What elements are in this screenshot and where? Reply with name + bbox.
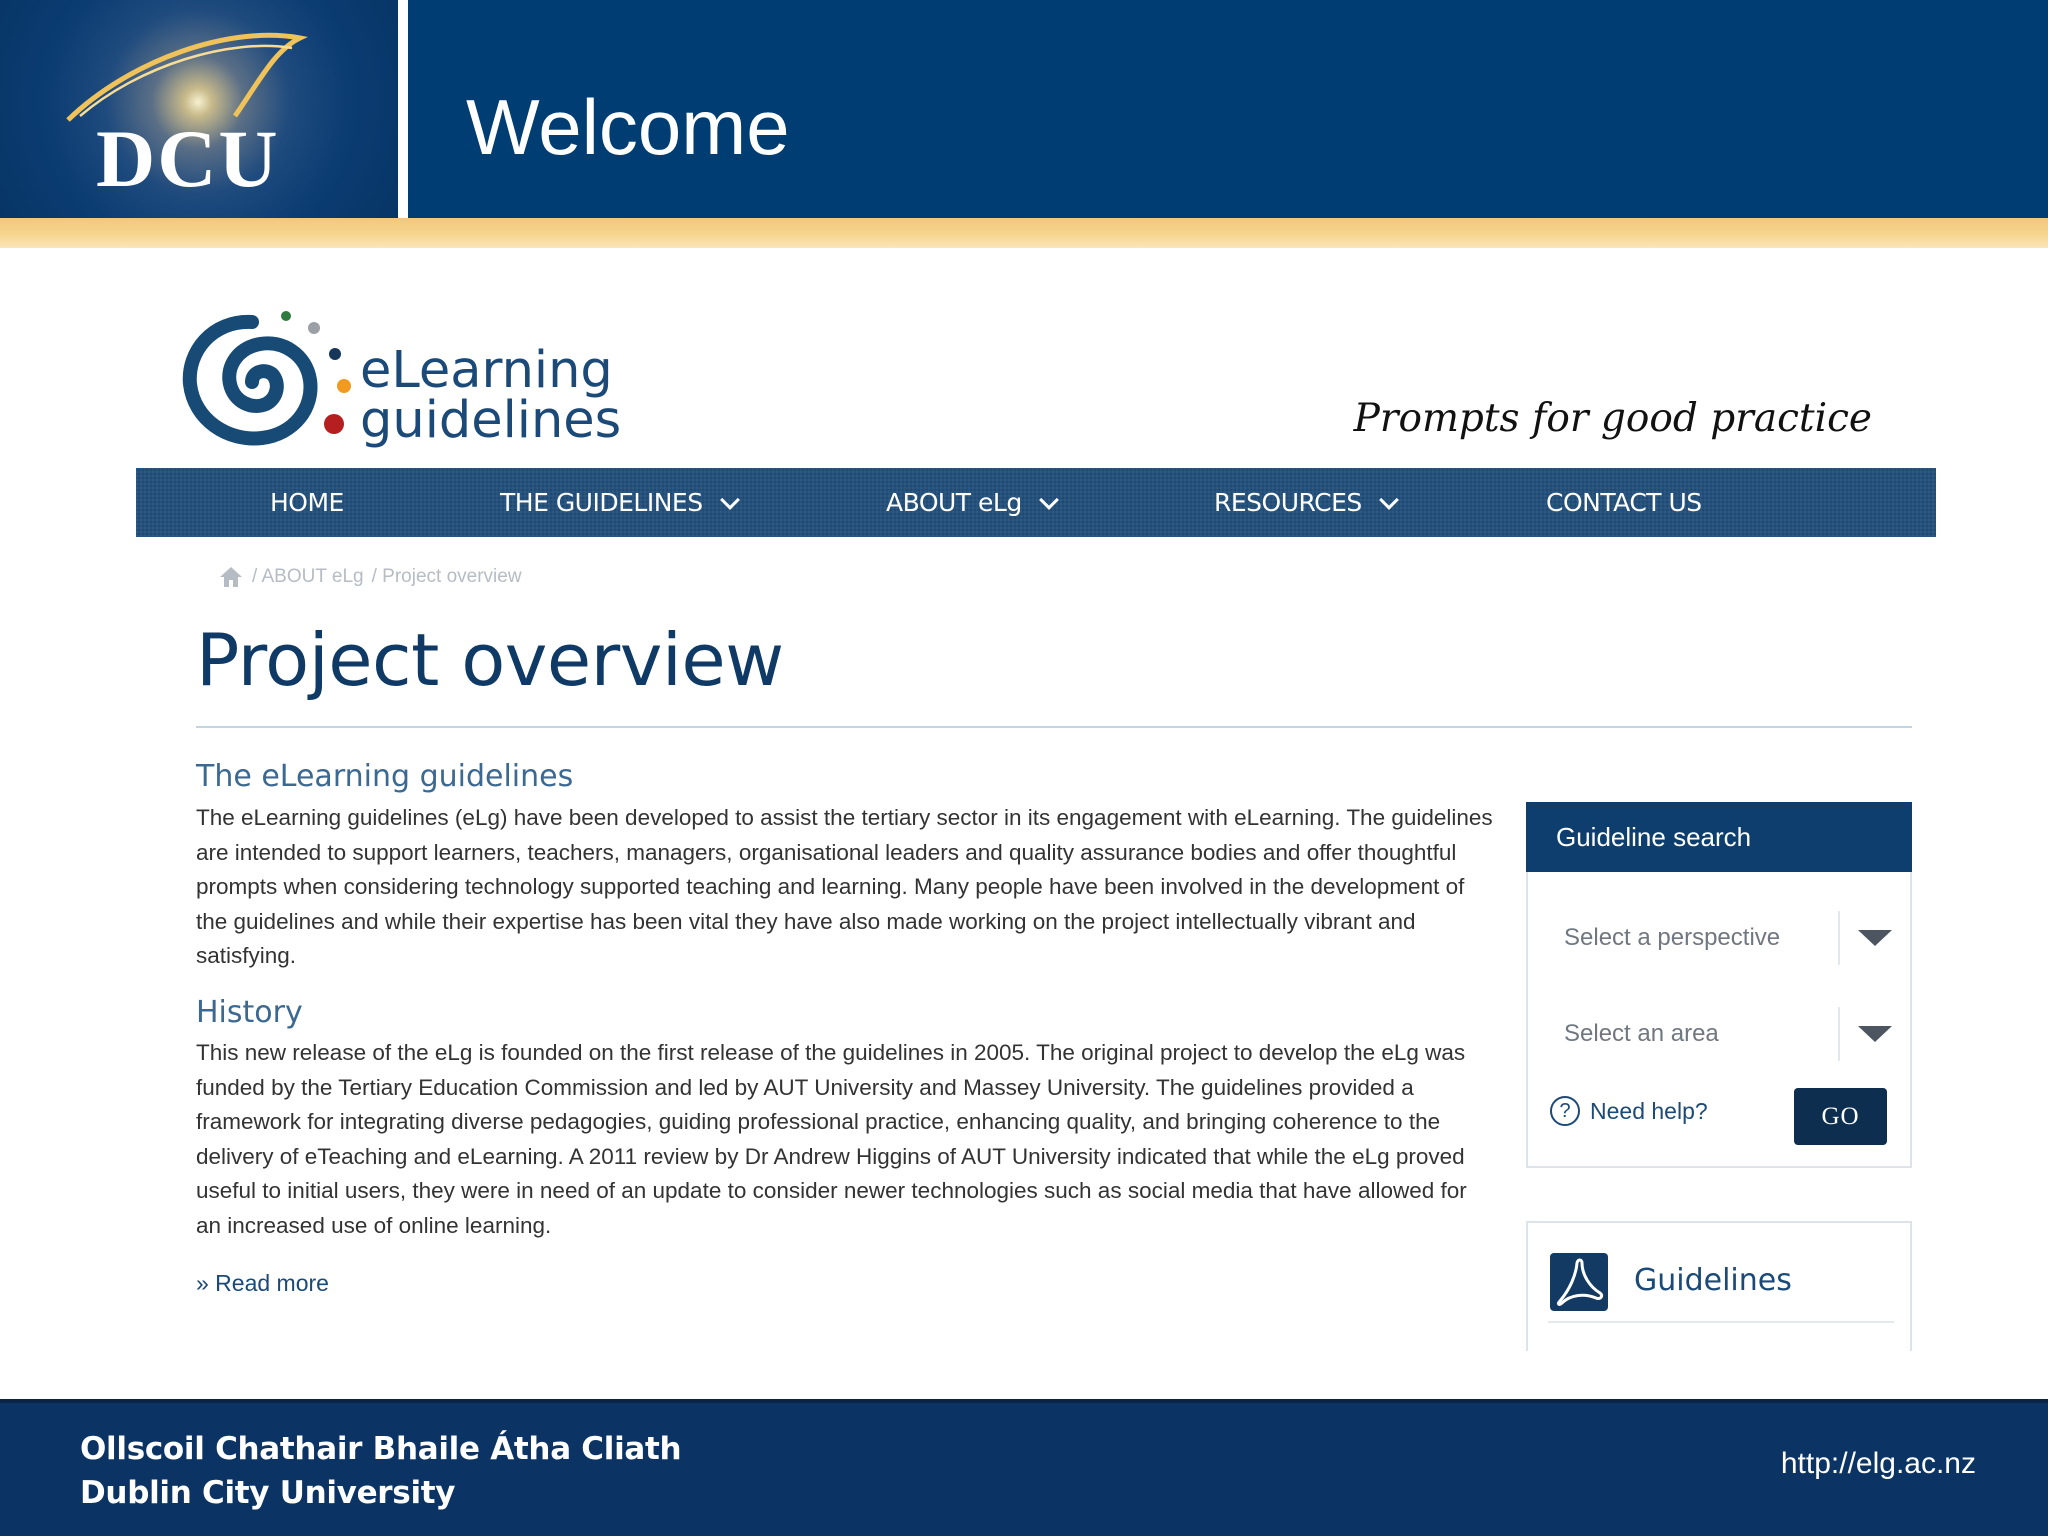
section-heading-elearning-guidelines: The eLearning guidelines	[196, 759, 574, 794]
need-help-link[interactable]	[1550, 1096, 1708, 1126]
breadcrumb	[218, 565, 522, 589]
dcu-logo-text: DCU	[96, 113, 280, 204]
chevron-down-icon	[1039, 490, 1059, 510]
nav-resources-label: RESOURCES	[1214, 488, 1362, 517]
footer-url[interactable]: http://elg.ac.nz	[1780, 1447, 1976, 1480]
go-button[interactable]: GO	[1794, 1088, 1887, 1145]
section-heading-history: History	[196, 995, 303, 1030]
footer-english-name: Dublin City University	[80, 1475, 456, 1511]
nav-contact-us[interactable]	[1546, 468, 1702, 537]
guidelines-label: Guidelines	[1634, 1263, 1792, 1298]
home-icon[interactable]	[218, 565, 244, 589]
footer-irish-name: Ollscoil Chathair Bhaile Átha Cliath	[80, 1431, 682, 1467]
slide-title: Welcome	[466, 83, 790, 171]
nav-home[interactable]	[270, 468, 344, 537]
help-question-icon: ?	[1550, 1096, 1580, 1126]
title-divider	[196, 726, 1912, 728]
main-nav	[136, 468, 1936, 537]
nav-resources[interactable]	[1214, 468, 1396, 537]
slide-header	[0, 0, 2048, 218]
guideline-search-title: Guideline search	[1526, 802, 1912, 872]
site-tagline: Prompts for good practice	[1353, 396, 1872, 441]
nav-the-guidelines[interactable]	[500, 468, 737, 537]
section-body-history: This new release of the eLg is founded on the first release of the guidelines in 2005. The original project to develop the eLg was funded by the Tertiary Education Commission and led by AUT University and Massey University. The guidelines provided a framework for integrating diverse pedagogies, guiding professional practice, enhancing quality, and bringing coherence to the delivery of eTeaching and eLearning. A 2011 review by Dr Andrew Higgins of AUT University indicated that while the eLg proved useful to initial users, they were in need of an update to consider newer technologies such as social media that have allowed for an increased use of online learning.	[196, 1040, 1467, 1238]
guidelines-download-panel[interactable]	[1526, 1221, 1912, 1351]
area-select[interactable]	[1528, 1004, 1910, 1064]
gold-stripe	[0, 218, 2048, 248]
read-more-link[interactable]: » Read more	[196, 1270, 329, 1296]
chevron-down-icon	[720, 490, 740, 510]
chevron-down-icon	[1379, 490, 1399, 510]
pdf-icon	[1550, 1253, 1608, 1311]
section-body-elearning-guidelines: The eLearning guidelines (eLg) have been developed to assist the tertiary sector in its engagement with eLearning. The guidelines are intended to support learners, teachers, managers, organisational leaders and quality assurance bodies and offer thoughtful prompts when considering technology supported teaching and learning. Many people have been involved in the development of the guidelines and while their expertise has been vital they have also made working on the project intellectually vibrant and satisfying.	[196, 805, 1493, 969]
page-title: Project overview	[196, 618, 784, 702]
brand-line-1: eLearning	[360, 341, 613, 400]
nav-about-elg-label: ABOUT eLg	[886, 488, 1022, 517]
dropdown-arrow-icon	[1840, 1026, 1910, 1042]
nav-the-guidelines-label: THE GUIDELINES	[500, 488, 703, 517]
perspective-select[interactable]	[1528, 908, 1910, 968]
need-help-label: Need help?	[1590, 1097, 1708, 1124]
area-select-label: Select an area	[1564, 1020, 1719, 1047]
elearning-guidelines-logo-icon	[182, 302, 352, 452]
slide-footer	[0, 1399, 2048, 1536]
nav-about-elg[interactable]	[886, 468, 1056, 537]
nav-home-label: HOME	[270, 488, 344, 517]
nav-contact-us-label: CONTACT US	[1546, 488, 1702, 517]
dropdown-arrow-icon	[1840, 930, 1910, 946]
dcu-logo-panel	[0, 0, 398, 218]
guideline-search-panel	[1526, 802, 1912, 1168]
guidelines-divider	[1548, 1321, 1894, 1323]
breadcrumb-about-elg[interactable]: / ABOUT eLg	[252, 566, 364, 587]
brand-line-2: guidelines	[360, 391, 622, 450]
header-divider	[398, 0, 408, 218]
breadcrumb-project-overview: / Project overview	[371, 566, 522, 587]
perspective-select-label: Select a perspective	[1564, 924, 1781, 951]
